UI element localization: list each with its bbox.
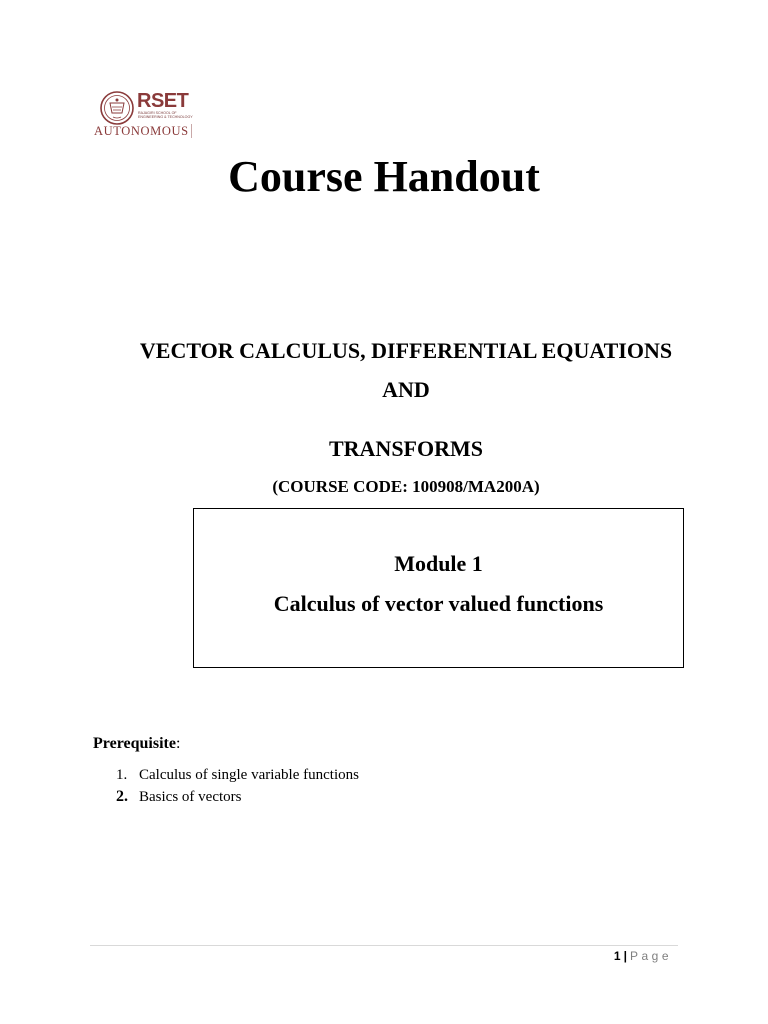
module-title: Calculus of vector valued functions (273, 591, 604, 616)
prerequisite-heading (93, 734, 180, 754)
document-title (0, 152, 768, 202)
page-label: Page (629, 949, 672, 963)
logo-tagline: RAJAGIRI SCHOOL OF ENGINEERING & TECHNOLOGY (138, 111, 193, 120)
page-footer (614, 948, 672, 964)
course-title-line-2: AND (382, 377, 430, 402)
list-item (116, 764, 359, 786)
course-code: (COURSE CODE: 100908/MA200A) (272, 477, 540, 496)
page-separator: | (623, 949, 627, 963)
prerequisite-heading-text: Prerequisite (93, 735, 176, 752)
logo-subtitle: AUTONOMOUS (94, 124, 192, 138)
page-number: 1 (613, 949, 621, 963)
prerequisite-heading-colon: : (175, 735, 181, 752)
list-item-text: Calculus of single variable functions (139, 767, 359, 783)
list-item-number: 1. (116, 767, 128, 783)
module-box (193, 508, 684, 668)
institution-logo (93, 90, 205, 140)
list-item-text: Basics of vectors (139, 789, 242, 805)
document-title-text: Course Handout (228, 152, 540, 201)
course-title-line-1: VECTOR CALCULUS, DIFFERENTIAL EQUATIONS (139, 338, 673, 363)
list-item (116, 786, 359, 808)
prerequisite-list (116, 764, 359, 808)
course-title-line-3: TRANSFORMS (328, 436, 483, 461)
seal-icon (100, 91, 134, 125)
footer-divider (90, 945, 678, 946)
module-number: Module 1 (394, 551, 483, 576)
list-item-number: 2. (116, 788, 128, 805)
logo-brand: RSET (137, 90, 189, 112)
